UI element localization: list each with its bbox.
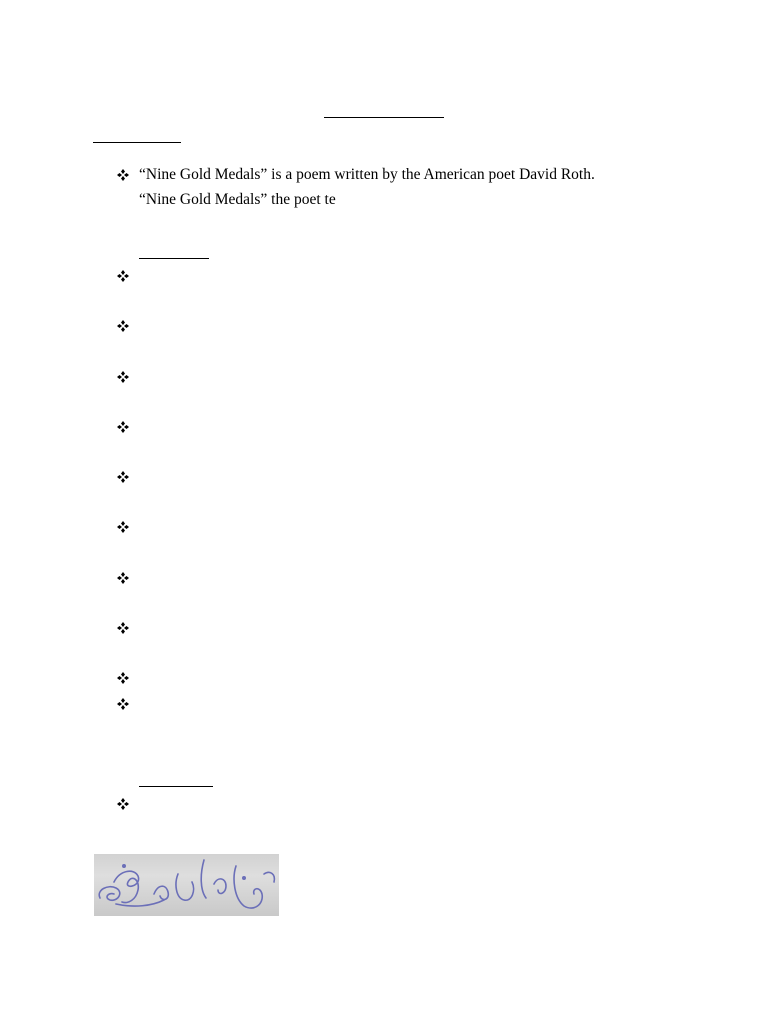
diamond-bullet-icon: [116, 269, 130, 283]
subheading-underline: [139, 258, 209, 259]
diamond-bullet-icon: [116, 420, 130, 434]
diamond-bullet-icon: [116, 168, 130, 182]
diamond-bullet-icon: [116, 571, 130, 585]
diamond-bullet-icon: [116, 319, 130, 333]
signature-drawing: [94, 854, 279, 916]
handwritten-signature: [94, 854, 279, 916]
diamond-bullet-icon: [116, 671, 130, 685]
diamond-bullet-icon: [116, 520, 130, 534]
diamond-bullet-icon: [116, 621, 130, 635]
diamond-bullet-icon: [116, 370, 130, 384]
subheading-underline-2: [139, 786, 213, 787]
title-underline: [324, 117, 444, 118]
section-heading-underline: [93, 142, 181, 143]
diamond-bullet-icon: [116, 797, 130, 811]
diamond-bullet-icon: [116, 470, 130, 484]
diamond-bullet-icon: [116, 697, 130, 711]
intro-bullet-line-1: “Nine Gold Medals” is a poem written by the American poet David Roth.: [139, 166, 595, 183]
intro-bullet-line-2: “Nine Gold Medals” the poet te: [139, 191, 336, 208]
